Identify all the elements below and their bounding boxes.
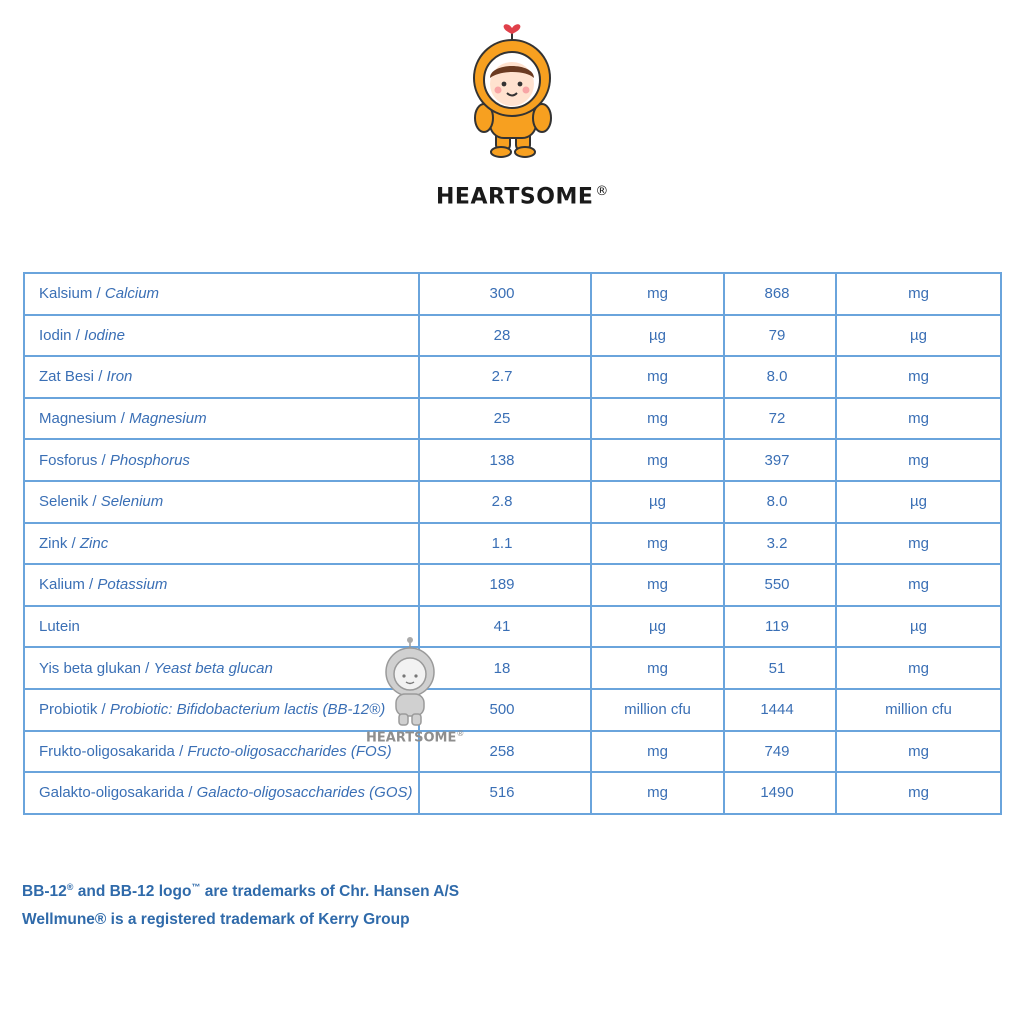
nutrient-name-en: Magnesium: [129, 410, 207, 428]
table-row: [24, 439, 1001, 481]
amount-per-serving: 2.8: [419, 481, 591, 523]
nutrient-name-cell: [24, 398, 419, 440]
name-separator: /: [184, 784, 197, 802]
nutrient-name-id: Zat Besi: [39, 368, 95, 386]
unit-per-100g: mg: [836, 772, 1001, 814]
amount-per-100g: 1490: [724, 772, 836, 814]
unit-per-serving: µg: [591, 315, 724, 357]
nutrient-name-id: Zink: [39, 534, 68, 552]
nutrient-name-cell: [24, 523, 419, 565]
name-separator: /: [141, 659, 154, 677]
name-separator: /: [97, 451, 110, 469]
table-row: [24, 689, 1001, 731]
unit-per-serving: million cfu: [591, 689, 724, 731]
unit-per-100g: mg: [836, 273, 1001, 315]
unit-per-serving: µg: [591, 606, 724, 648]
nutrient-name-en: Fructo-oligosaccharides (FOS): [187, 742, 392, 760]
nutrient-name-cell: [24, 481, 419, 523]
nutrient-name-en: Phosphorus: [109, 451, 190, 469]
name-separator: /: [92, 285, 105, 303]
amount-per-100g: 72: [724, 398, 836, 440]
unit-per-100g: mg: [836, 356, 1001, 398]
nutrition-table: [23, 272, 1002, 815]
nutrient-name-id: Lutein: [39, 618, 80, 636]
unit-per-serving: µg: [591, 481, 724, 523]
nutrient-name-cell: [24, 606, 419, 648]
nutrition-table-body: [24, 273, 1001, 814]
amount-per-serving: 258: [419, 731, 591, 773]
astronaut-mascot-icon: [460, 18, 564, 168]
nutrient-name-cell: [24, 273, 419, 315]
nutrient-name-id: Iodin: [39, 326, 72, 344]
amount-per-serving: 300: [419, 273, 591, 315]
nutrient-name-id: Magnesium: [39, 410, 117, 428]
table-row: [24, 772, 1001, 814]
nutrient-name-id: Probiotik: [39, 701, 98, 719]
nutrient-name-cell: [24, 564, 419, 606]
nutrient-name-en: Calcium: [104, 285, 160, 303]
name-separator: /: [174, 742, 188, 760]
table-row: [24, 315, 1001, 357]
nutrient-name-id: Fosforus: [39, 451, 98, 469]
unit-per-100g: million cfu: [836, 689, 1001, 731]
nutrient-name-en: Zinc: [79, 534, 109, 552]
unit-per-serving: mg: [591, 731, 724, 773]
amount-per-100g: 550: [724, 564, 836, 606]
name-separator: /: [67, 534, 80, 552]
unit-per-serving: mg: [591, 647, 724, 689]
amount-per-serving: 2.7: [419, 356, 591, 398]
amount-per-serving: 41: [419, 606, 591, 648]
amount-per-100g: 749: [724, 731, 836, 773]
unit-per-serving: mg: [591, 564, 724, 606]
nutrient-name-cell: [24, 315, 419, 357]
amount-per-100g: 868: [724, 273, 836, 315]
name-separator: /: [84, 576, 98, 594]
name-separator: /: [88, 493, 101, 511]
nutrient-name-en: Probiotic: Bifidobacterium lactis (BB-12®): [109, 701, 386, 719]
amount-per-100g: 8.0: [724, 356, 836, 398]
amount-per-100g: 8.0: [724, 481, 836, 523]
nutrient-name-en: Yeast beta glucan: [153, 659, 273, 677]
nutrient-name-en: Iron: [106, 368, 133, 386]
amount-per-100g: 1444: [724, 689, 836, 731]
table-row: [24, 606, 1001, 648]
brand-name: HEARTSOME ®: [436, 184, 609, 210]
amount-per-serving: 18: [419, 647, 591, 689]
nutrient-name-cell: [24, 439, 419, 481]
amount-per-serving: 516: [419, 772, 591, 814]
amount-per-serving: 500: [419, 689, 591, 731]
nutrient-name-id: Galakto-oligosakarida: [39, 784, 185, 802]
nutrient-name-en: Galacto-oligosaccharides (GOS): [196, 784, 413, 802]
table-row: [24, 731, 1001, 773]
table-row: [24, 356, 1001, 398]
amount-per-serving: 189: [419, 564, 591, 606]
nutrient-name-id: Selenik: [39, 493, 89, 511]
nutrient-name-cell: [24, 731, 419, 773]
nutrient-name-id: Frukto-oligosakarida: [39, 742, 175, 760]
table-row: [24, 481, 1001, 523]
name-separator: /: [116, 410, 130, 428]
footnote-trademark-bb12: BB-12® and BB-12 logo™ are trademarks of Chr. Hansen A/S: [22, 882, 460, 901]
amount-per-serving: 28: [419, 315, 591, 357]
watermark-text: HEARTSOME®: [366, 729, 465, 746]
unit-per-serving: mg: [591, 273, 724, 315]
nutrient-name-en: Potassium: [97, 576, 168, 594]
amount-per-100g: 119: [724, 606, 836, 648]
nutrient-name-id: Kalium: [39, 576, 85, 594]
unit-per-100g: µg: [836, 481, 1001, 523]
unit-per-100g: µg: [836, 606, 1001, 648]
nutrient-name-cell: [24, 647, 419, 689]
unit-per-serving: mg: [591, 523, 724, 565]
table-row: [24, 523, 1001, 565]
nutrient-name-en: Selenium: [100, 493, 164, 511]
unit-per-100g: mg: [836, 439, 1001, 481]
unit-per-serving: mg: [591, 356, 724, 398]
amount-per-serving: 1.1: [419, 523, 591, 565]
name-separator: /: [71, 326, 85, 344]
table-row: [24, 647, 1001, 689]
brand-logo: [432, 18, 609, 210]
unit-per-serving: mg: [591, 439, 724, 481]
nutrient-name-cell: [24, 356, 419, 398]
footnote-trademark-wellmune: Wellmune® is a registered trademark of Kerry Group: [22, 911, 410, 928]
amount-per-serving: 25: [419, 398, 591, 440]
nutrient-name-id: Kalsium: [39, 285, 93, 303]
amount-per-100g: 397: [724, 439, 836, 481]
nutrient-name-en: Iodine: [84, 326, 125, 344]
unit-per-serving: mg: [591, 772, 724, 814]
amount-per-100g: 79: [724, 315, 836, 357]
amount-per-100g: 51: [724, 647, 836, 689]
unit-per-100g: mg: [836, 398, 1001, 440]
unit-per-100g: mg: [836, 523, 1001, 565]
amount-per-serving: 138: [419, 439, 591, 481]
unit-per-serving: mg: [591, 398, 724, 440]
unit-per-100g: mg: [836, 564, 1001, 606]
unit-per-100g: µg: [836, 315, 1001, 357]
amount-per-100g: 3.2: [724, 523, 836, 565]
table-row: [24, 564, 1001, 606]
unit-per-100g: mg: [836, 647, 1001, 689]
name-separator: /: [94, 368, 107, 386]
name-separator: /: [97, 701, 110, 719]
nutrient-name-id: Yis beta glukan: [39, 659, 142, 677]
table-row: [24, 398, 1001, 440]
nutrient-name-cell: [24, 689, 419, 731]
unit-per-100g: mg: [836, 731, 1001, 773]
table-row: [24, 273, 1001, 315]
nutrient-name-cell: [24, 772, 419, 814]
